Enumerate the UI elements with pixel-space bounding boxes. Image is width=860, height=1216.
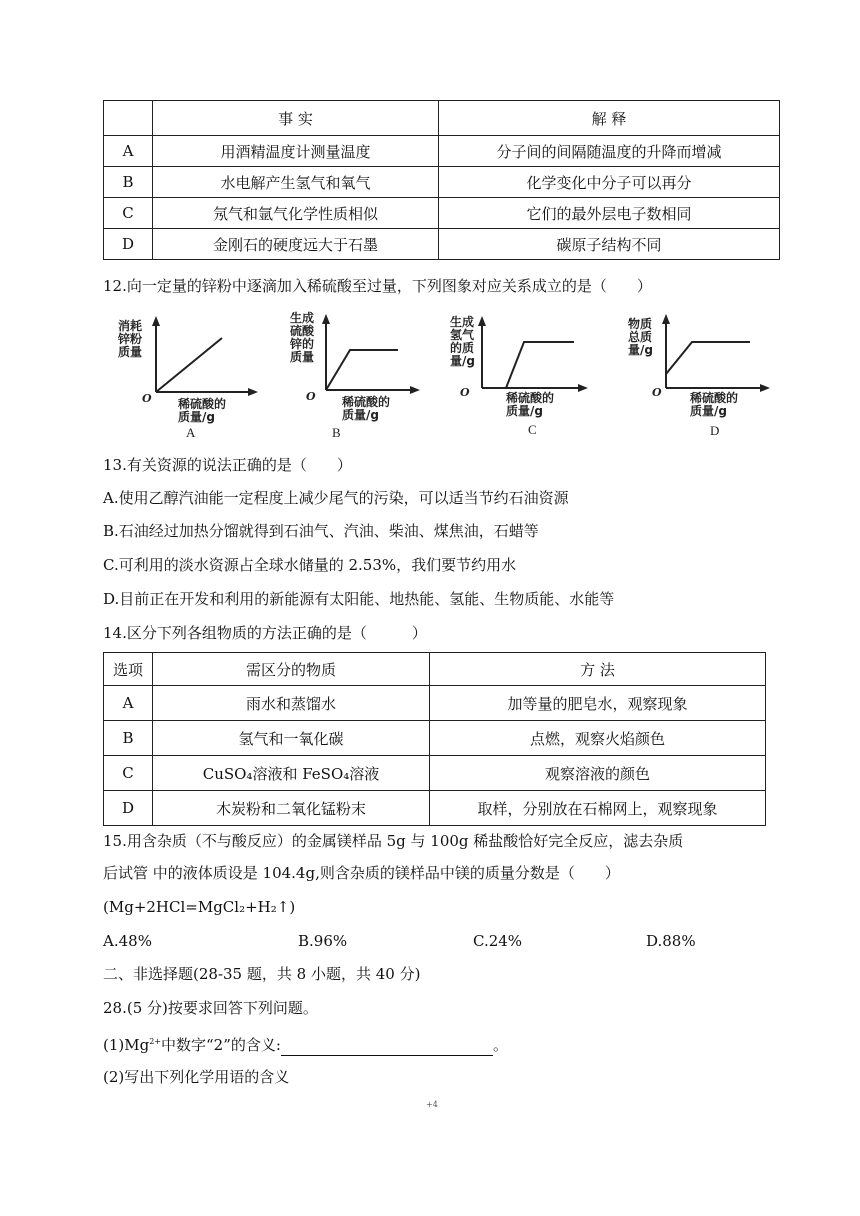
table-cell: 碳原子结构不同 bbox=[439, 229, 780, 260]
table-cell: 水电解产生氢气和氧气 bbox=[153, 167, 439, 198]
chart-curve bbox=[666, 342, 750, 374]
table-cell: 木炭粉和二氧化锰粉末 bbox=[153, 791, 430, 826]
chart-c-plot bbox=[446, 312, 596, 440]
origin-label: O bbox=[142, 392, 152, 405]
q28-sub1-end: 。 bbox=[492, 1036, 508, 1054]
q13-option-c: C.可利用的淡水资源占全球水储量的 2.53%，我们要节约用水 bbox=[103, 556, 517, 574]
chart-d-letter: D bbox=[710, 423, 720, 438]
chart-d-ylabel: 物质 总质 量/g bbox=[628, 317, 653, 357]
table-header-row bbox=[104, 653, 766, 686]
table-cell: 加等量的肥皂水，观察现象 bbox=[430, 686, 766, 721]
q28-sub1-mid: 中数字“2”的含义: bbox=[161, 1036, 281, 1054]
chart-a bbox=[112, 312, 262, 440]
table-row bbox=[104, 167, 780, 198]
y-axis-arrow bbox=[662, 314, 670, 324]
page-mark: +4 bbox=[426, 1100, 438, 1109]
answer-blank[interactable] bbox=[281, 1041, 493, 1056]
table-cell: 雨水和蒸馏水 bbox=[153, 686, 430, 721]
table-header-cell: 需区分的物质 bbox=[153, 653, 430, 686]
q13-option-b: B.石油经过加热分馏就得到石油气、汽油、柴油、煤焦油，石蜡等 bbox=[103, 522, 539, 540]
question-28-text: 28.(5 分)按要求回答下列问题。 bbox=[103, 999, 318, 1017]
chart-a-letter: A bbox=[186, 425, 196, 440]
chart-curve bbox=[326, 350, 398, 390]
origin-label: O bbox=[460, 386, 470, 399]
chart-d-xlabel: 稀硫酸的 质量/g bbox=[690, 391, 739, 418]
table-cell: 观察溶液的颜色 bbox=[430, 756, 766, 791]
x-axis-arrow bbox=[410, 386, 420, 394]
table-cell: 它们的最外层电子数相同 bbox=[439, 198, 780, 229]
q15-option-c: C.24% bbox=[473, 932, 523, 950]
chart-b bbox=[276, 312, 426, 440]
q15-option-a: A.48% bbox=[103, 932, 152, 950]
table-cell: 取样，分别放在石棉网上，观察现象 bbox=[430, 791, 766, 826]
chart-c bbox=[446, 312, 596, 440]
question-15-line2: 后试管 中的液体质设是 104.4g,则含杂质的镁样品中镁的质量分数是（ ） bbox=[103, 864, 620, 882]
question-12-text: 12.向一定量的锌粉中逐滴加入稀硫酸至过量，下列图象对应关系成立的是（ ） bbox=[103, 277, 652, 295]
table-header-row bbox=[104, 101, 780, 136]
q15-option-d: D.88% bbox=[646, 932, 696, 950]
x-axis-arrow bbox=[248, 388, 258, 396]
question-15-equation: (Mg+2HCl=MgCl₂+H₂↑) bbox=[103, 898, 296, 916]
table-header-cell: 解 释 bbox=[439, 101, 780, 136]
chart-c-xlabel: 稀硫酸的 质量/g bbox=[506, 391, 555, 418]
table-header-cell: 选项 bbox=[104, 653, 153, 686]
table-cell: A bbox=[104, 686, 153, 721]
table-cell: 用酒精温度计测量温度 bbox=[153, 136, 439, 167]
table-header-cell: 方 法 bbox=[430, 653, 766, 686]
x-axis-arrow bbox=[760, 384, 770, 392]
table-row bbox=[104, 136, 780, 167]
y-axis-arrow bbox=[478, 316, 486, 326]
table-row bbox=[104, 791, 766, 826]
chart-curve bbox=[506, 342, 574, 388]
question-13-text: 13.有关资源的说法正确的是（ ） bbox=[103, 456, 352, 474]
fact-explanation-table bbox=[103, 100, 780, 260]
chart-a-ylabel: 消耗 锌粉 质量 bbox=[118, 319, 143, 359]
table-cell: CuSO₄溶液和 FeSO₄溶液 bbox=[153, 756, 430, 791]
section-2-heading: 二、非选择题(28-35 题，共 8 小题，共 40 分) bbox=[103, 965, 421, 983]
chart-c-ylabel: 生成 氢气 的质 量/g bbox=[450, 315, 475, 368]
table-header-cell: 事 实 bbox=[153, 101, 439, 136]
table-cell: B bbox=[104, 721, 153, 756]
origin-label: O bbox=[306, 390, 316, 403]
table-header-cell bbox=[104, 101, 153, 136]
table-row bbox=[104, 721, 766, 756]
table-cell: 金刚石的硬度远大于石墨 bbox=[153, 229, 439, 260]
q15-option-b: B.96% bbox=[298, 932, 348, 950]
table-cell: D bbox=[104, 229, 153, 260]
table-cell: C bbox=[104, 198, 153, 229]
chart-curve bbox=[156, 338, 222, 392]
q13-option-d: D.目前正在开发和利用的新能源有太阳能、地热能、氢能、生物质能、水能等 bbox=[103, 590, 615, 608]
charge-superscript: 2+ bbox=[149, 1037, 162, 1046]
origin-label: O bbox=[652, 386, 662, 399]
question-14-text: 14.区分下列各组物质的方法正确的是（ ） bbox=[103, 624, 427, 642]
q13-option-a: A.使用乙醇汽油能一定程度上减少尾气的污染，可以适当节约石油资源 bbox=[103, 489, 569, 507]
chart-b-letter: B bbox=[332, 425, 341, 440]
chart-b-ylabel: 生成 硫酸 锌的 质量 bbox=[290, 311, 315, 364]
chart-c-letter: C bbox=[528, 422, 537, 437]
table-cell: 分子间的间隔随温度的升降而增减 bbox=[439, 136, 780, 167]
table-cell: A bbox=[104, 136, 153, 167]
table-row bbox=[104, 686, 766, 721]
table-cell: 点燃，观察火焰颜色 bbox=[430, 721, 766, 756]
table-row bbox=[104, 229, 780, 260]
chart-d-plot bbox=[624, 312, 774, 440]
distinguish-method-table bbox=[103, 652, 766, 826]
chart-b-xlabel: 稀硫酸的 质量/g bbox=[342, 395, 391, 422]
q28-sub1 bbox=[103, 1031, 508, 1056]
q28-sub2: (2)写出下列化学用语的含义 bbox=[103, 1068, 290, 1086]
table-row bbox=[104, 756, 766, 791]
table-cell: B bbox=[104, 167, 153, 198]
table-cell: C bbox=[104, 756, 153, 791]
table-row bbox=[104, 198, 780, 229]
table-cell: 氢气和一氧化碳 bbox=[153, 721, 430, 756]
y-axis-arrow bbox=[152, 316, 160, 326]
x-axis-arrow bbox=[578, 384, 588, 392]
y-axis-arrow bbox=[322, 314, 330, 324]
question-15-line1: 15.用含杂质（不与酸反应）的金属镁样品 5g 与 100g 稀盐酸恰好完全反应，滤去杂质 bbox=[103, 832, 684, 850]
chart-a-xlabel: 稀硫酸的 质量/g bbox=[178, 397, 227, 424]
table-cell: 化学变化中分子可以再分 bbox=[439, 167, 780, 198]
table-cell: D bbox=[104, 791, 153, 826]
q28-sub1-prefix: (1)Mg bbox=[103, 1036, 150, 1054]
table-cell: 氖气和氩气化学性质相似 bbox=[153, 198, 439, 229]
chart-d bbox=[624, 312, 774, 440]
